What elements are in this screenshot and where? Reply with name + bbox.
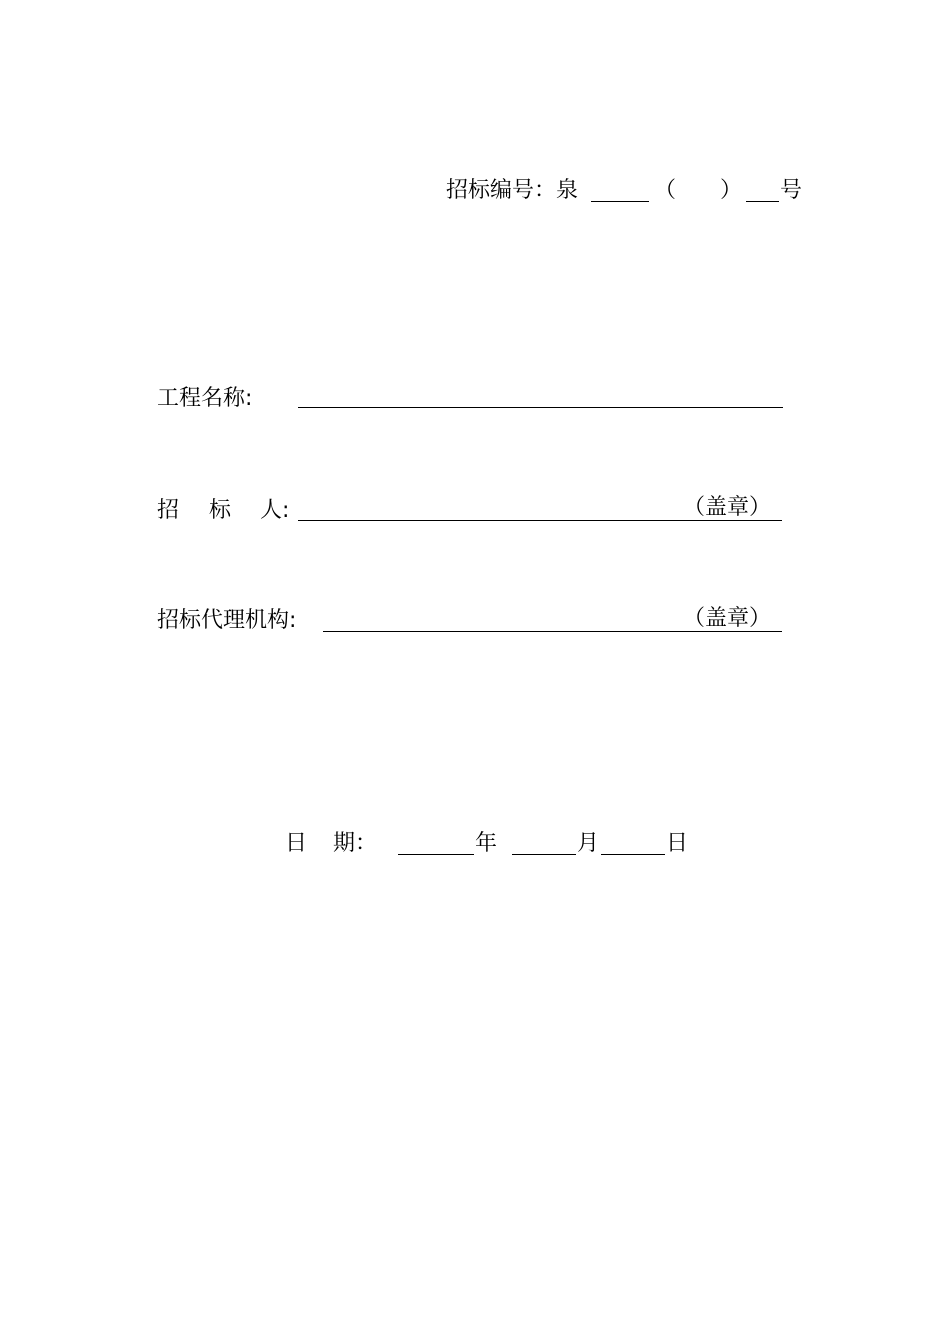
date-label-char1: 日 (285, 831, 308, 856)
agency-label: 招标代理机构: (157, 608, 297, 633)
bid-number-suffix: 号 (780, 178, 803, 203)
date-year-label: 年 (475, 831, 498, 856)
bid-number-open-paren: （ (654, 178, 677, 203)
bid-number-blank-1[interactable] (591, 201, 649, 202)
project-name-blank[interactable] (298, 407, 783, 408)
bid-number-close-paren: ） (720, 178, 743, 203)
bid-number-blank-2[interactable] (746, 201, 779, 202)
date-day-label: 日 (666, 831, 689, 856)
tenderer-stamp: （盖章） (683, 495, 772, 520)
date-day-blank[interactable] (601, 854, 665, 855)
date-year-blank[interactable] (398, 854, 474, 855)
tenderer-label-char3: 人: (260, 498, 290, 523)
date-month-label: 月 (577, 831, 600, 856)
agency-stamp: （盖章） (683, 606, 772, 631)
bid-number-label: 招标编号：泉 (446, 178, 579, 203)
project-name-label: 工程名称: (157, 386, 253, 411)
date-month-blank[interactable] (512, 854, 576, 855)
tenderer-label-char2: 标 (209, 498, 232, 523)
tenderer-label-char1: 招 (157, 498, 180, 523)
date-label-char2: 期： (333, 831, 378, 856)
